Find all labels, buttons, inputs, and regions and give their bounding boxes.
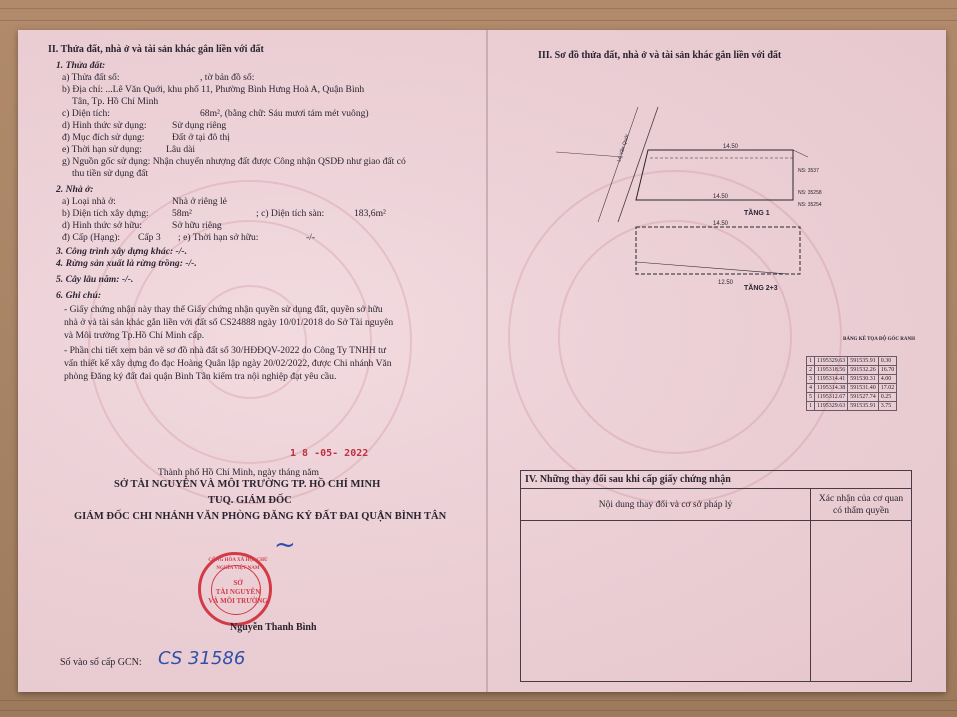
note-line-5: vấn thiết kế xây dựng đo đạc Hoàng Quân lập ngày 20/02/2022, được Chi nhánh Văn [64,358,392,369]
note-line-2: nhà ở và tài sản khác gắn liền với đất số CS24888 ngày 10/01/2018 do Sở Tài nguyên [64,317,394,328]
certificate-document [18,30,946,692]
other-construction: 3. Công trình xây dựng khác: -/-. [56,246,188,257]
coords-cell: 591535.91 [848,402,879,411]
floor-2-3-label: TẦNG 2+3 [744,285,778,292]
road-name: Lê Văn Quới [616,133,631,163]
signer-authorization: TUQ. GIÁM ĐỐC [208,495,292,506]
land-purpose-value: Đất ở tại đô thị [172,132,230,143]
coords-row [807,384,897,393]
coords-cell: 1195329.63 [815,402,848,411]
house-build-area-label: b) Diện tích xây dựng: [62,208,149,219]
note-line-6: phòng Đăng ký đất đai quận Bình Tân kiểm tra nội nghiệp đạt yêu cầu. [64,371,337,382]
coords-cell: 1 [807,357,815,366]
issue-date-stamp: 1 8 -05- 2022 [290,448,369,459]
house-floor-area-label: ; c) Diện tích sàn: [256,208,325,219]
house-type-label: a) Loại nhà ở: [62,196,116,207]
house-ownership-value: Sở hữu riêng [172,220,222,231]
official-red-seal [198,552,272,626]
changes-title: IV. Những thay đổi sau khi cấp giấy chứng nhận [521,471,911,489]
coords-cell: 4 [807,384,815,393]
house-type-value: Nhà ở riêng lẻ [172,196,227,207]
signer-position: GIÁM ĐỐC CHI NHÁNH VĂN PHÒNG ĐĂNG KÝ ĐẤT ĐAI QUẬN BÌNH TÂN [74,511,447,522]
seal-ring-text: CỘNG HÒA XÃ HỘI CHỦ NGHĨA VIỆT NAM [208,558,268,571]
coords-cell: 2 [807,366,815,375]
land-address-1: b) Địa chỉ: ...Lê Văn Quới, khu phố 11, Phường Bình Hưng Hoà A, Quận Bình [62,84,365,95]
house-heading: 2. Nhà ở: [56,184,94,195]
coords-cell: 1195314.41 [815,375,848,384]
gcn-label: Số vào sổ cấp GCN: [60,657,142,668]
notes-heading: 6. Ghi chú: [56,290,102,301]
land-area-label: c) Diện tích: [62,108,110,119]
dim-floor2: 14.50 [713,221,729,227]
seal-line-2: TÀI NGUYÊN [215,588,261,596]
coords-cell: 1195318.56 [815,366,848,375]
coords-cell: 1 [807,402,815,411]
note-line-1: - Giấy chứng nhận này thay thế Giấy chứng nhận quyền sử dụng đất, quyền sở hữu [64,304,383,315]
section-3-title: III. Sơ đồ thửa đất, nhà ở và tài sản khác gắn liền với đất [538,50,782,61]
land-area-value: 68m², (bằng chữ: Sáu mươi tám mét vuông) [200,108,369,119]
coords-cell: 591532.26 [848,366,879,375]
land-use-form-label: d) Hình thức sử dụng: [62,120,147,131]
coords-row [807,393,897,402]
gcn-number: CS 31586 [158,648,246,669]
land-origin-2: thu tiền sử dụng đất [72,168,149,179]
coords-cell: 1195312.67 [815,393,848,402]
signer-name: Nguyễn Thanh Bình [230,622,317,633]
coords-cell: 3 [807,375,815,384]
house-grade-label: đ) Cấp (Hạng): [62,232,121,243]
land-address-2: Tân, Tp. Hồ Chí Minh [72,96,159,107]
seal-line-3: VÀ MÔI TRƯỜNG [208,597,268,605]
floor-1-label: TẦNG 1 [744,210,770,217]
planted-forest: 4. Rừng sản xuất là rừng trồng: -/-. [56,258,197,269]
lot-3: NS: 35254 [798,202,822,208]
dim-bottom: 12.50 [718,280,734,286]
dim-top: 14.50 [723,144,739,150]
coords-row [807,357,897,366]
land-purpose-label: đ) Mục đích sử dụng: [62,132,145,143]
coords-cell: 1195329.63 [815,357,848,366]
coords-cell: 0.25 [878,393,897,402]
house-grade-value: Cấp 3 [138,232,161,243]
issue-date-line: Thành phố Hồ Chí Minh, ngày tháng năm [158,467,319,478]
land-origin-1: g) Nguồn gốc sử dụng: Nhận chuyển nhượng đất được Công nhận QSDĐ như giao đất có [62,156,406,167]
section-2-title: II. Thửa đất, nhà ở và tài sản khác gắn liền với đất [48,44,264,55]
land-use-form-value: Sử dụng riêng [172,120,227,131]
right-page [488,30,946,692]
land-lot-label: a) Thửa đất số: [62,72,120,83]
seal-line-1: SỞ [233,579,243,587]
coords-row [807,375,897,384]
perennial-trees: 5. Cây lâu năm: -/-. [56,274,134,285]
land-heading: 1. Thửa đất: [56,60,106,71]
coords-cell: 591530.31 [848,375,879,384]
coords-cell: 0.30 [878,357,897,366]
land-term-label: e) Thời hạn sử dụng: [62,144,142,155]
land-term-value: Lâu dài [166,144,196,155]
coords-row [807,402,897,411]
coords-cell: 591527.74 [848,393,879,402]
coords-cell: 591531.40 [848,384,879,393]
coords-cell: 5 [807,393,815,402]
coords-cell: 591535.91 [848,357,879,366]
note-line-4: - Phần chi tiết xem bản vẽ sơ đồ nhà đất số 30/HĐĐQV-2022 do Công Ty TNHH tư [64,345,386,356]
coords-title: BẢNG KÊ TỌA ĐỘ GÓC RANH [843,337,915,342]
house-term-value: -/- [306,232,316,243]
coords-cell: 4.00 [878,375,897,384]
plot-sketch [548,102,848,302]
coords-cell: 1195314.38 [815,384,848,393]
coords-cell: 16.70 [878,366,897,375]
lot-2: NS: 35258 [798,190,822,196]
changes-table [520,470,912,682]
house-build-area-value: 58m² [172,208,192,219]
changes-col-confirm: Xác nhận của cơ quan có thẩm quyền [811,489,911,521]
coords-cell: 3.75 [878,402,897,411]
house-ownership-label: d) Hình thức sở hữu: [62,220,142,231]
house-term-label: ; e) Thời hạn sở hữu: [178,232,259,243]
changes-col-content: Nội dung thay đổi và cơ sở pháp lý [521,489,811,521]
house-floor-area-value: 183,6m² [354,208,386,219]
coords-cell: 17.02 [878,384,897,393]
note-line-3: và Môi trường Tp.Hồ Chí Minh cấp. [64,330,205,341]
dim-mid: 14.50 [713,194,729,200]
land-map-label: , tờ bản đồ số: [200,72,255,83]
signature: ~ [274,530,296,560]
lot-1: NS: 3537 [798,168,819,174]
left-page [18,30,486,692]
signer-department: SỞ TÀI NGUYÊN VÀ MÔI TRƯỜNG TP. HỒ CHÍ MINH [114,479,381,490]
coords-row [807,366,897,375]
coords-table [806,356,897,411]
